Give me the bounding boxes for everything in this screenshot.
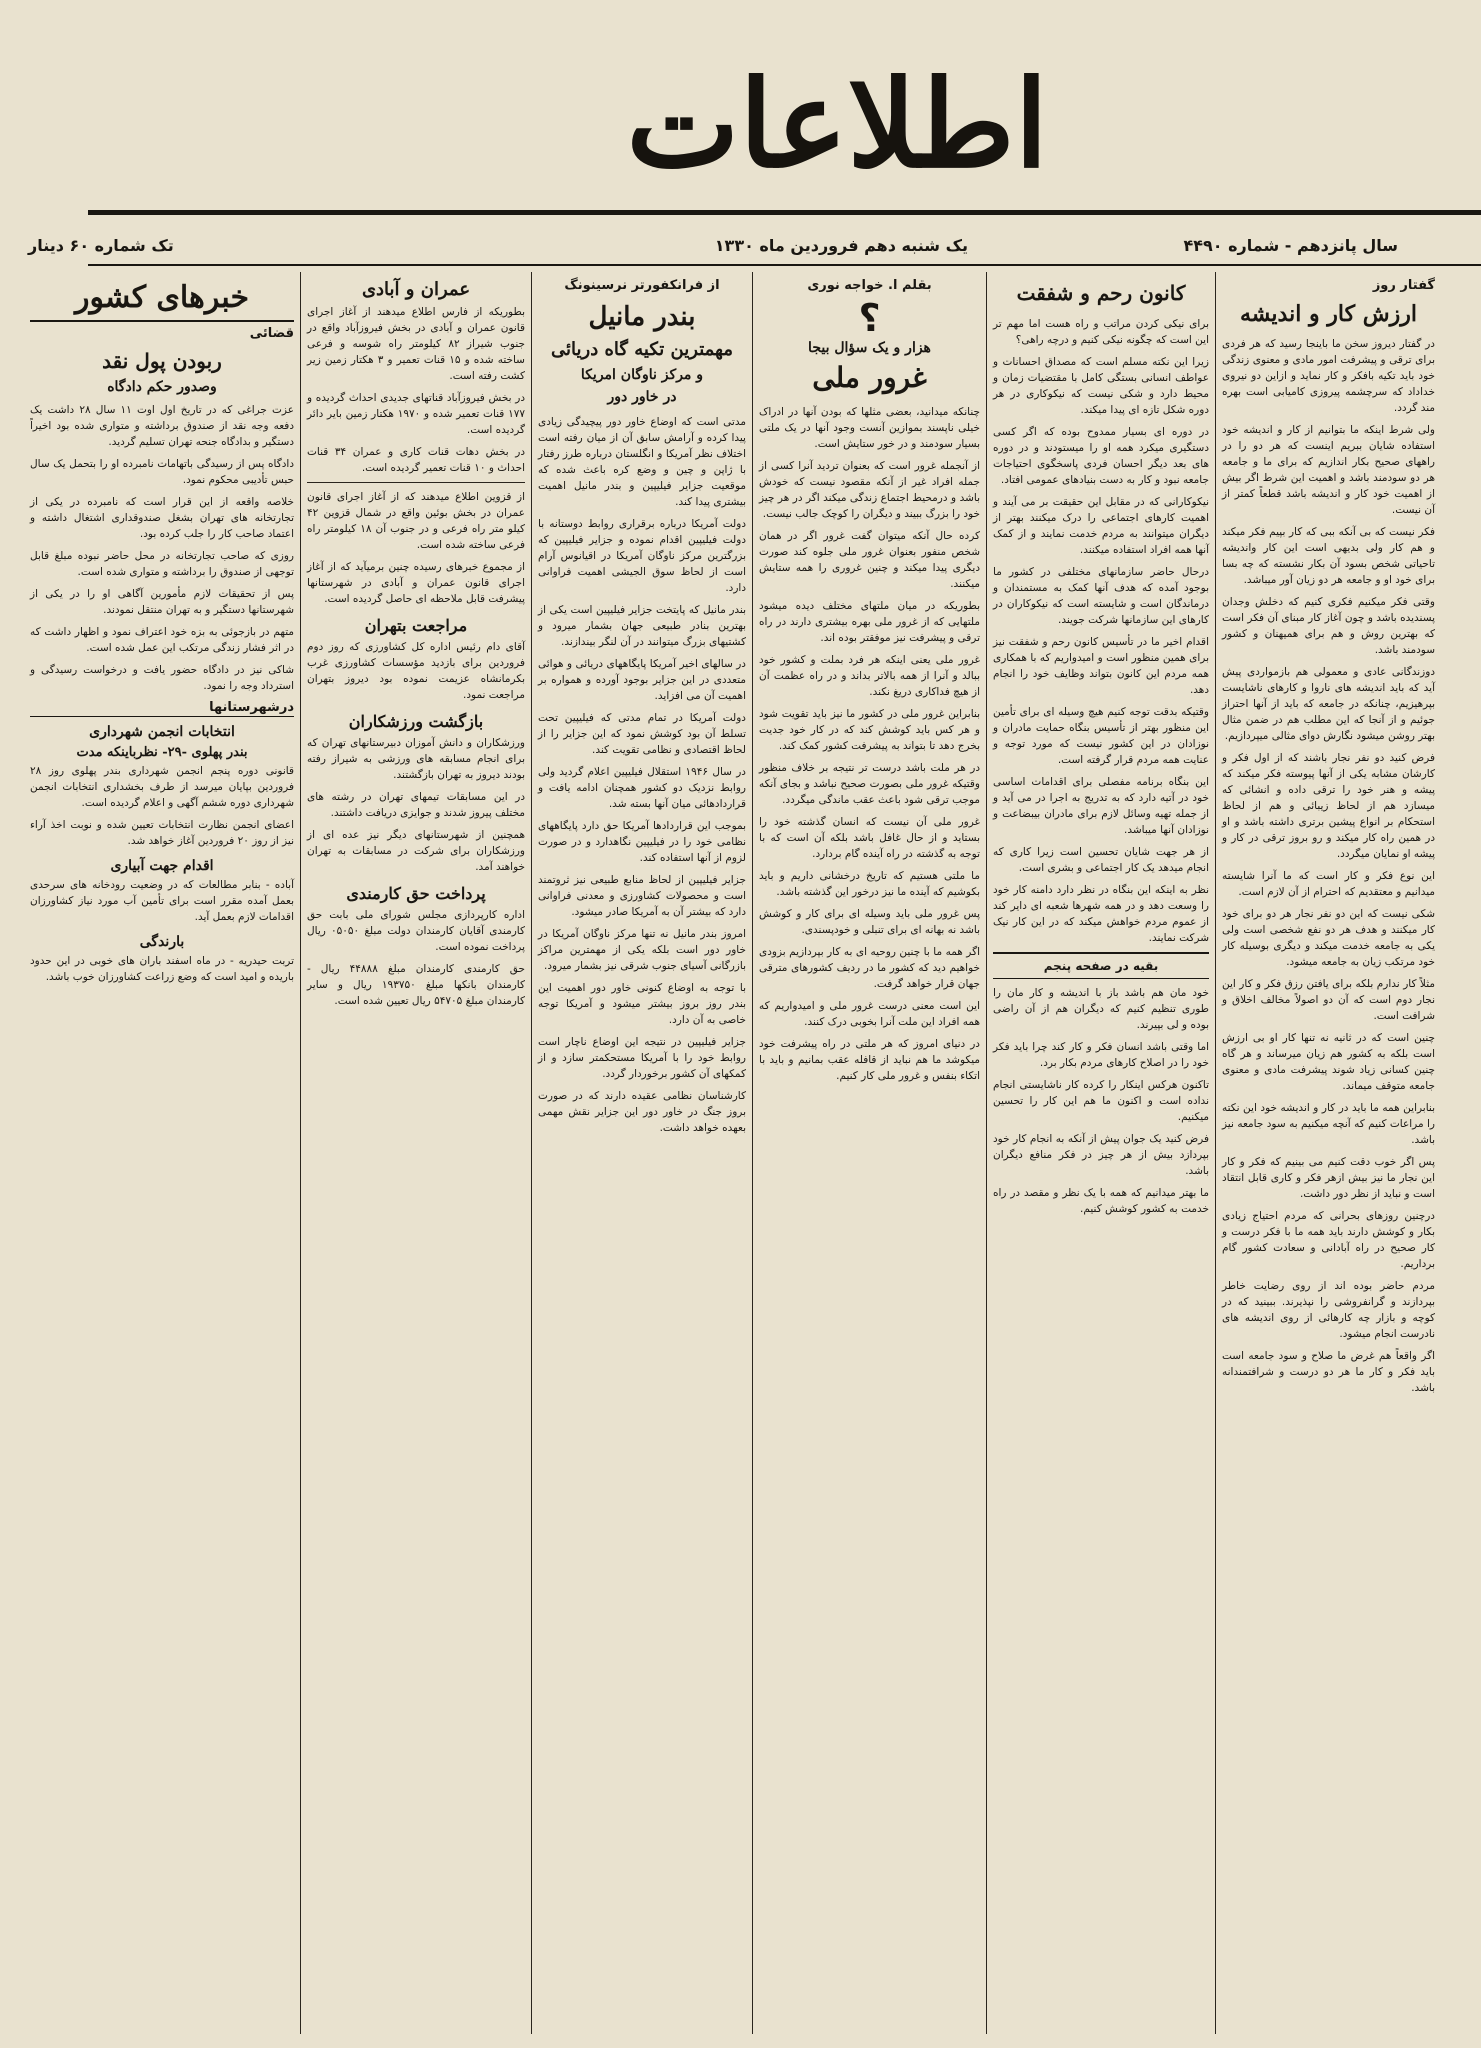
rainfall-headline: بارندگی [139,934,185,950]
paragraph: مردم حاضر بوده اند از روی رضایت خاطر بپردازند و گرانفروشی را نپذیرند. ببینید که در کوچه و بازار چه کارهائی از روی اندیشه های نادرست انجام میشود. [1222,1280,1435,1340]
paragraph: تاکنون هرکس اینکار را کرده کار ناشایستی انجام نداده است و اکنون ما هم این کار را تحسین میکنیم. [993,1079,1209,1123]
issue-price: تک شماره ۶۰ دینار [28,236,174,255]
manila-subheadline: در خاور دور [607,389,677,405]
paragraph: بطوریکه از فارس اطلاع میدهند از آغاز اجرای قانون عمران و آبادی در بخش فیروزآباد واقع در جنوب شیراز ۸۲ کیلومتر راه شوسه و فرعی ساخته شده و ۱۵ قنات تعمیر و ۳ هکتار زمین زیر کشت رفته است. [307,306,525,382]
section-label: درشهرستانها [30,700,294,717]
editorial-headline: ارزش کار و اندیشه [1240,301,1417,327]
paragraph: پس غرور ملی باید وسیله ای برای کار و کوشش باشد نه بهانه ای برای تنبلی و خودپسندی. [759,908,980,936]
paragraph: خود مان هم باشد باز با اندیشه و کار مان را طوری تنظیم کنیم که دیگران هم از آن راضی بوده و لی بپیرند. [993,987,1209,1031]
paragraph: قانونی دوره پنجم انجمن شهرداری بندر پهلوی روز ۲۸ فروردین بپایان میرسد از طرف بخشداری انتخابات انجمن شهرداری دوره ششم آگهی و اعلام گردیده است. [30,765,294,809]
paragraph: چنین است که در ثانیه نه تنها کار او بی ارزش است بلکه به کشور هم زیان میرساند و هر گاه چنین کسانی زیاد شوند پیشرفت مادی و معنوی جامعه متوقف میماند. [1222,1032,1435,1092]
paragraph: بنابراین غرور ملی در کشور ما نیز باید تقویت شود و هر کس باید کوشش کند که در کار خود جدیت بخرج دهد تا بتواند به پیشرفت کشور کمک کند. [759,708,980,752]
paragraph: روزی که صاحب تجارتخانه در محل حاضر نبوده مبلغ قابل توجهی از صندوق را برداشته و متواری شده است. [30,550,294,578]
question-mark: ؟ [858,296,881,340]
paragraph: در هر ملت باشد درست تر نتیجه بر خلاف منظور وقتیکه غرور ملی بصورت صحیح نباشد و بجای آنکه موجب ترقی شود باعث عقب ماندگی میگردد. [759,762,980,806]
paragraph: خلاصه واقعه از این قرار است که نامبرده در یکی از تجارتخانه های تهران بشغل صندوقداری اشتغال داشته و اعتماد صاحب کار را جلب کرده بود. [30,496,294,540]
athletes-headline: بازگشت ورزشکاران [348,712,484,731]
paragraph: ما بهتر میدانیم که همه با یک نظر و مقصد در راه خدمت به کشور کوشش کنیم. [993,1187,1209,1215]
paragraph: نیکوکارانی که در مقابل این حقیقت بر می آیند و اهمیت کارهای اجتماعی را درک میکنند بهتر از دیگران میتوانند به مردم خدمت نمایند و از کمک آنها همه افراد استفاده میکنند. [993,496,1209,556]
divider [307,482,525,483]
manila-headline: بندر مانیل [588,302,696,332]
paragraph: اگر واقعاً هم غرض ما صلاح و سود جامعه است باید فکر و کار ما هر دو درست و شرافتمندانه باشد. [1222,1350,1435,1394]
theft-subheadline: وصدور حکم دادگاه [107,379,217,395]
section-label: قضائی [249,326,294,341]
paragraph: ولی شرط اینکه ما بتوانیم از کار و اندیشه خود استفاده شایان ببریم اینست که هر دو را در راههای صحیح بکار اندازیم که برای ما و جامعه هر دو سودمند باشد و اهمیت این شرط اگر بیش از اهمیت خود کار و اندیشه باشد قطعاً کمتر از آن نیست. [1222,424,1435,516]
paragraph: اگر همه ما با چنین روحیه ای به کار بپردازیم بزودی خواهیم دید که کشور ما در ردیف کشورهای مترقی جهان قرار خواهد گرفت. [759,946,980,990]
paragraph: در دوره ای بسیار ممدوح بوده که اگر کسی دستگیری میکرد همه او را میستودند و در دوره های بعد دیگر احسان فردی پاسخگوی احتیاجات جامعه نبود و کار به دست بنیادهای عمومی افتاد. [993,426,1209,486]
masthead-title: اطلاعات [626,54,1048,195]
paragraph: شکی نیست که این دو نفر نجار هر دو برای خود کار میکنند و هدف هر دو نفع شخصی است ولی یکی به جامعه خدمت میکند و دیگری بوسیله کار خود مرتکب زیان به جامعه میشود. [1222,908,1435,968]
paragraph: بنابراین همه ما باید در کار و اندیشه خود این نکته را مراعات کنیم که آنچه میکنیم به سود جامعه نیز باشد. [1222,1102,1435,1146]
paragraph: درحال حاضر سازمانهای مختلفی در کشور ما بوجود آمده که هدف آنها کمک به مستمندان و درماندگان است و شایسته است که نیکوکاران در کارهای این سازمانها شرکت جویند. [993,566,1209,626]
paragraph: پس از تحقیقات لازم مأمورین آگاهی او را در یکی از شهرستانها دستگیر و به تهران منتقل نمودند. [30,588,294,616]
paragraph: درچنین روزهای بحرانی که مردم احتیاج زیادی بکار و کوشش دارند باید همه ما با فکر درست و کار صحیح در راه آبادانی و سعادت کشور گام برداریم. [1222,1210,1435,1270]
paragraph: اداره کارپردازی مجلس شورای ملی بابت حق کارمندی آقایان کارمندان دولت مبلغ ۰۵۰۵۰ ریال پرداخت نموده است. [307,909,525,953]
paragraph: اما وقتی باشد انسان فکر و کار کند چرا باید فکر خود را در اصلاح کارهای مردم بکار برد. [993,1041,1209,1069]
paragraph: آقای دام رئیس اداره کل کشاورزی که روز دوم فروردین برای بازدید مؤسسات کشاورزی غرب بکرمانشاه عزیمت نموده بود دیروز بتهران مراجعت نمود. [307,641,525,701]
paragraph: وقتیکه بدقت توجه کنیم هیچ وسیله ای برای تأمین این منظور بهتر از تأسیس بنگاه حمایت مادران و نوزادان در این کشور نیست که مورد توجه و عنایت همه مردم قرار گرفته است. [993,706,1209,766]
paragraph: در بخش دهات قنات کاری و عمران ۳۴ قنات احداث و ۱۰ قنات تعمیر گردیده است. [307,446,525,474]
issue-number: سال پانزدهم - شماره ۴۴۹۰ [1183,236,1398,255]
paragraph: این است معنی درست غرور ملی و امیدواریم که همه افراد این ملت آنرا بخوبی درک کنند. [759,1000,980,1028]
paragraph: عزت جراغی که در تاریخ اول اوت ۱۱ سال ۲۸ داشت یک دفعه وجه نقد از صندوق برداشته و متواری شده بود اخیراً دستگیر و بدادگاه جنحه تهران تسلیم گردید. [30,404,294,448]
column-domestic [301,272,531,2034]
paragraph: وقتی فکر میکنیم فکری کنیم که دخلش وجدان پسندیده باشد و چون آغاز کار مبنای آن فکر است که بهترین روش و هم برای همیهنان و کشور سودمند باشد. [1222,596,1435,656]
column-editorial [1216,272,1441,2034]
paragraph: از قزوین اطلاع میدهند که از آغاز اجرای قانون عمران در بخش بوئین واقع در شمال قزوین ۴۲ کیلو متر راه فرعی و در جنوب آن ۱۸ کیلومتر راه فرعی ساخته شده است. [307,491,525,551]
masthead-rule-bottom [88,264,1481,266]
paragraph: در سال ۱۹۴۶ استقلال فیلیپین اعلام گردید ولی روابط نزدیک دو کشور همچنان ادامه یافت و قراردادهائی میان آنها بسته شد. [538,766,746,810]
column-national-pride [753,272,986,2034]
paragraph: متهم در بازجوئی به بزه خود اعتراف نمود و اظهار داشت که در اثر فشار زندگی مرتکب این عمل شده است. [30,626,294,654]
paragraph: از هر جهت شایان تحسین است زیرا کاری که انجام میدهد یک کار اجتماعی و بشری است. [993,846,1209,874]
paragraph: در سالهای اخیر آمریکا پایگاههای دریائی و هوائی متعددی در این جزایر بوجود آورده و همواره بر اهمیت آن می افزاید. [538,658,746,702]
paragraph: دولت آمریکا درباره برقراری روابط دوستانه با دولت فیلیپین اقدام نموده و جزایر فیلیپین که بزرگترین مرکز ناوگان آمریکا در اقیانوس آرام است از لحاظ سوق الجیشی اهمیت فراوانی دارد. [538,518,746,594]
paragraph: بطوریکه در میان ملتهای مختلف دیده میشود ملتهایی که از غرور ملی بهره بیشتری دارند در راه ترقی و پیشرفت نیز موفقتر بوده اند. [759,600,980,644]
paragraph: اقدام اخیر ما در تأسیس کانون رحم و شفقت نیز برای همین منظور است و امیدواریم که با همکاری همه مردم این کانون بتواند وظایف خود را انجام دهد. [993,636,1209,696]
paragraph: در دنیای امروز که هر ملتی در راه پیشرفت خود میکوشد ما هم نباید از قافله عقب بمانیم و باید با اتکاء بنفس و غرور ملی کار کنیم. [759,1038,980,1082]
paragraph: ما ملتی هستیم که تاریخ درخشانی داریم و باید بکوشیم که آینده ما نیز درخور این گذشته باشد. [759,870,980,898]
payment-headline: پرداخت حق کارمندی [346,884,486,903]
paragraph: کارشناسان نظامی عقیده دارند که در صورت بروز جنگ در خاور دور این جزایر نقش مهمی بعهده خواهد داشت. [538,1090,746,1134]
paragraph: آباده - بنابر مطالعات که در وضعیت رودخانه های سرحدی بعمل آمده مقرر است برای تأمین آب مورد نیاز کشاورزان اقدامات لازم بعمل آید. [30,879,294,923]
column-kanoon [987,272,1215,2034]
paragraph: غرور ملی آن نیست که انسان گذشته خود را بستاید و از حال غافل باشد بلکه آن است که با توجه به گذشته در راه آینده گام بردارد. [759,816,980,860]
paragraph: بندر مانیل که پایتخت جزایر فیلیپین است یکی از بهترین بنادر طبیعی جهان بشمار میرود و کشتیهای بزرگ میتوانند در آن لنگر بیندازند. [538,604,746,648]
manila-subheadline: و مرکز ناوگان امریکا [580,367,704,383]
manila-subheadline: مهمترین تکیه گاه دریائی [551,339,733,360]
paragraph: در گفتار دیروز سخن ما باینجا رسید که هر فردی برای ترقی و پیشرفت امور مادی و معنوی زندگی خود باید تکیه بافکر و کار نماید و ازاین دو نیروی خداداد که سرچشمه پیروزی کامیابی است بهره مند گردد. [1222,338,1435,414]
election-headline: انتخابات انجمن شهرداری [89,724,235,740]
column-manila [532,272,752,2034]
kanoon-headline: کانون رحم و شفقت [1016,281,1186,305]
theft-headline: ربودن پول نقد [102,349,222,373]
byline: بقلم ا. خواجه نوری [807,278,932,293]
paragraph: همچنین از شهرستانهای دیگر نیز عده ای از ورزشکاران برای شرکت در مسابقات به تهران خواهند آمد. [307,829,525,873]
source-label: از فرانکفورتر نرسینونگ [564,278,720,293]
paragraph: اعضای انجمن نظارت انتخابات تعیین شده و نوبت اخذ آراء نیز از روز ۲۰ فروردین آغاز خواهد شد. [30,819,294,847]
paragraph: فرض کنید دو نفر نجار باشند که از اول فکر و کارشان مشابه یکی از آنها پیوسته فکر میکند که پیشه و هنر خود را ترقی داده و انشائی که میسازد هم از لحاظ زیبائی و هم از لحاظ استحکام بر انواع پیشین برتری داشته باشد و او در همین راه کار میکند و رو بروز ترقی در کار و پیشه او نمایان میگردد. [1222,752,1435,860]
paragraph: غرور ملی یعنی اینکه هر فرد بملت و کشور خود ببالد و آنرا از همه بالاتر بداند و در راه عظمت آن از هیچ فداکاری دریغ نکند. [759,654,980,698]
national-pride-headline: غرور ملی [812,361,927,394]
masthead-rule-top [88,210,1481,215]
paragraph: با توجه به اوضاع کنونی خاور دور اهمیت این بندر روز بروز بیشتر میشود و آمریکا توجه خاصی به آن دارد. [538,982,746,1026]
paragraph: از مجموع خبرهای رسیده چنین برمیآید که از آغاز اجرای قانون عمران و آبادی در شهرستانها پیشرفت قابل ملاحظه ای حاصل گردیده است. [307,561,525,605]
paragraph: از آنجمله غرور است که بعنوان ترديد آنرا کسی از جمله افراد غیر از آنکه مقصود نیست که خودش باشد و درمحیط اجتماع زندگی میکند اگر در هر چیز خود را بزرگ ببیند و دیگران را کوچک جالب نیست. [759,460,980,520]
issue-date: یک شنبه دهم فروردین ماه ۱۳۳۰ [714,236,968,255]
irrigation-headline: اقدام جهت آبیاری [110,858,214,874]
paragraph: کرده حال آنکه میتوان گفت غرور اگر در همان شخص منفور بعنوان غرور ملی جلوه کند صورت دیگری پیدا میکند و چنین غروری را همه ستایش میکنند. [759,530,980,590]
paragraph: فرض کنید یک جوان پیش از آنکه به انجام کار خود بپردازد بیش از هر چیز در فکر منافع دیگران باشد. [993,1133,1209,1177]
return-headline: مراجعت بتهران [364,616,468,635]
paragraph: فکر نیست که بی آنکه ببی که کار بپیم فکر میکند و هم کار ولی بدیهی است این کار واندیشه تاحیاتی شخص بسود آن بکار نشسته که چه بسا برای خود او و جامعه هر دو زیان آور میباشد. [1222,526,1435,586]
paragraph: جزایر فیلیپین از لحاظ منابع طبیعی نیز ثروتمند است و محصولات کشاورزی و معدنی فراوانی دارد که بیشتر آن به آمریکا صادر میشود. [538,874,746,918]
paragraph: ورزشکاران و دانش آموزان دبیرستانهای تهران که برای انجام مسابقه های ورزشی به شیراز رفته بودند دیروز به تهران بازگشتند. [307,737,525,781]
paragraph: در این مسابقات تیمهای تهران در رشته های مختلف پیروز شدند و جوایزی دریافت داشتند. [307,791,525,819]
paragraph: شاکی نیز در دادگاه حضور یافت و درخواست رسیدگی و استرداد وجه را نمود. [30,664,294,692]
paragraph: تربت حیدریه - در ماه اسفند باران های خوبی در این حدود باریده و امید است که وضع زراعت کشاورزان خوب باشد. [30,955,294,983]
paragraph: مدتی است که اوضاع خاور دور پیچیدگی زیادی پیدا کرده و آرامش سابق آن از میان رفته است اختلاف نظر آمریکا و انگلستان درباره طرز رفتار با ژاپن و چین و وضع کره باعث شده که موقعیت جزایر فیلیپین و بندر مانیل اهمیت بیشتری پیدا کند. [538,416,746,508]
election-subheadline: بندر پهلوی -۲۹- نظرباینکه مدت [76,745,248,760]
column-country-news [24,272,300,2034]
paragraph: زیرا این نکته مسلم است که مصداق احسانات و عواطف انسانی بستگی کامل با مقتضیات زمان و محیط دارد و شکی نیست که نیکوکاری در هر دوره شکل تازه ای پیدا میکند. [993,356,1209,416]
country-news-headline: خبرهای کشور [30,276,294,322]
continuation-note: بقیه در صفحه پنجم [993,952,1209,979]
paragraph: امروز بندر مانیل نه تنها مرکز ناوگان آمریکا در خاور دور است بلکه یکی از مهمترین مراکز بازرگانی آسیای جنوب شرقی نیز بشمار میرود. [538,928,746,972]
paragraph: چنانکه میدانید، بعضی مثلها که بودن آنها در ادراک خیلی ناپسند بموازین آنست وجود آنها در یک ملتی بسیار سودمند و در خور ستایش است. [759,406,980,450]
kicker: هزار و یک سؤال بیجا [808,340,931,356]
paragraph: نظر به اینکه این بنگاه در نظر دارد دامنه کار خود را وسعت دهد و در همه شهرها شعبه ای دایر کند از عموم مردم خواهش میکند که در این کار نیک شرکت نمایند. [993,884,1209,944]
paragraph: این بنگاه برنامه مفصلی برای اقدامات اساسی خود در آتیه دارد که به تدریج به اجرا در می آید و از جمله تهیه وسائل لازم برای مادران بیبضاعت و نوزادان آنها میباشد. [993,776,1209,836]
paragraph: دولت آمریکا در تمام مدتی که فیلیپین تحت تسلط آن بود کوشش نمود که این جزایر را از لحاظ اقتصادی و نظامی تقویت کند. [538,712,746,756]
paragraph: برای نیکی کردن مراتب و راه هست اما مهم تر این است که چگونه نیکی کنیم و درچه راهی؟ [993,318,1209,346]
paragraph: این نوع فکر و کار است که ما آنرا شایسته میدانیم و معتقدیم که احترام از آن لازم است. [1222,870,1435,898]
dateline [28,228,1481,264]
paragraph: مثلاً کار ندارم بلکه برای یافتن رزق فکر و کار این نجار دوم است که آن دو اصولاً مخالف اخلاق و شرافت است. [1222,978,1435,1022]
development-headline: عمران و آبادی [361,279,471,300]
section-label: گفتار روز [1372,278,1435,293]
paragraph: بموجب این قراردادها آمریکا حق دارد پایگاههای نظامی خود را در فیلیپین نگاهدارد و در صورت لزوم از آنها استفاده کند. [538,820,746,864]
paragraph: جزایر فیلیپین در نتیجه این اوضاع ناچار است روابط خود را با آمریکا مستحکمتر سازد و از کمکهای آن کشور برخوردار گردد. [538,1036,746,1080]
paragraph: پس اگر خوب دقت کنیم می بینیم که فکر و کار این نجار ما نیز بیش ازهر فکر و کاری قابل انتقاد است و نباید از نظر دور داشت. [1222,1156,1435,1200]
paragraph: حق کارمندی کارمندان مبلغ ۴۴۸۸۸ ریال - کارمندان بانکها مبلغ ۱۹۳۷۵۰ ریال و سایر کارمندان مبلغ ۵۴۷۰۵ ریال تعیین شده است. [307,963,526,1007]
newspaper-page [28,40,1481,2040]
paragraph: دوزندگانی عادی و معمولی هم بازمواردی پیش آید که باید اندیشه های ناروا و کارهای ناشایست بپرهیزیم، چنانکه در جامعه که باید از آنها احتراز جوئیم و از آنجا که این مطلب هم در ضمن مثال بهتر روشن میشود نگارش دوای مثالی میپردازیم. [1222,666,1435,742]
paragraph: دادگاه پس از رسیدگی باتهامات نامبرده او را بتحمل یک سال حبس تأدیبی محکوم نمود. [30,458,294,486]
paragraph: در بخش فیروزآباد قناتهای جدیدی احداث گردیده و ۱۷۷ قنات تعمیر شده و ۱۹۷۰ هکتار زمین بایر دائر گردیده است. [307,392,525,436]
